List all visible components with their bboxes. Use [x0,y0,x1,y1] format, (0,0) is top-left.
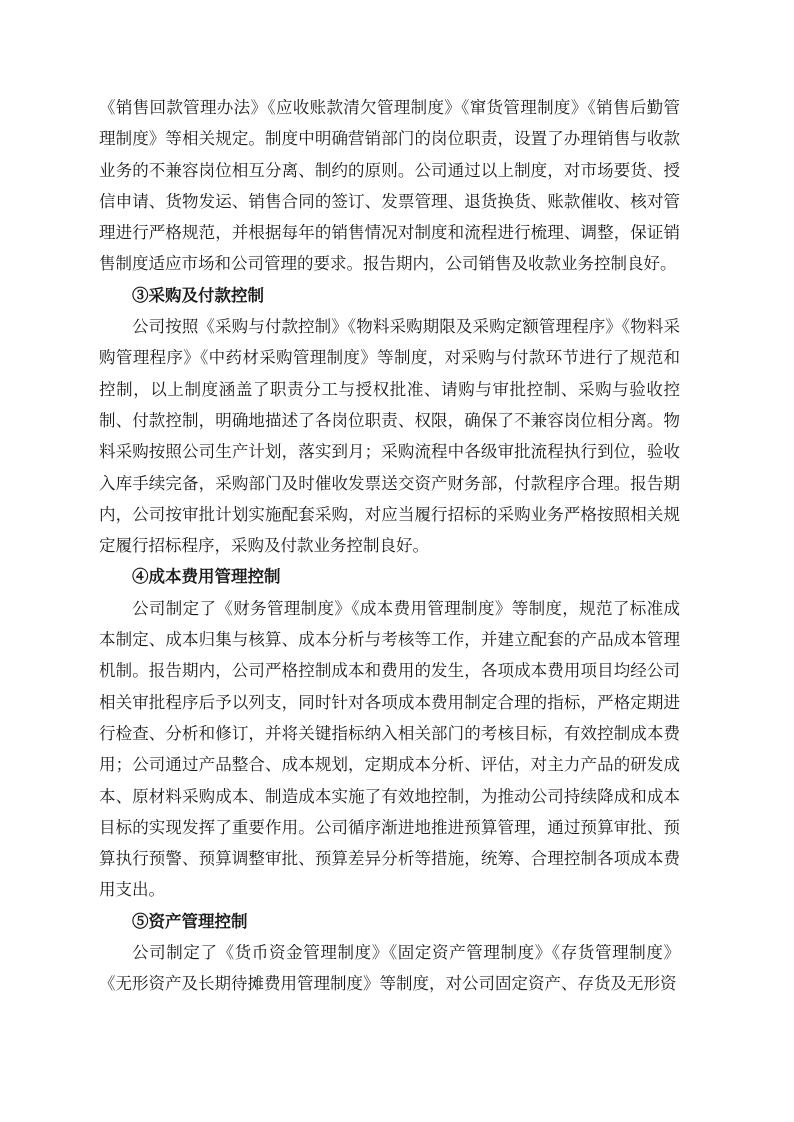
heading-asset-management-control: ⑤资产管理控制 [132,911,248,931]
paragraph-sales-collection-continued: 《销售回款管理办法》《应收账款清欠管理制度》《窜货管理制度》《销售后勤管理制度》等相关规定。制度中明确营销部门的岗位职责，设置了办理销售与收款业务的不兼容岗位相互分离、制约的原则。公司通过以上制度，对市场要货、授信申请、货物发运、销售合同的签订、发票管理、退货换货、账款催收、核对管理进行严格规范，并根据每年的销售情况对制度和流程进行梳理、调整，保证销售制度适应市场和公司管理的要求。报告期内，公司销售及收款业务控制良好。 [99,98,680,274]
heading-procurement-payment-control: ③采购及付款控制 [132,285,264,305]
paragraph-cost-expense-management-control: 公司制定了《财务管理制度》《成本费用管理制度》等制度，规范了标准成本制定、成本归集与核算、成本分析与考核等工作，并建立配套的产品成本管理机制。报告期内，公司严格控制成本和费用的发生，各项成本费用项目均经公司相关审批程序后予以列支，同时针对各项成本费用制定合理的指标，严格定期进行检查、分析和修订，并将关键指标纳入相关部门的考核目标，有效控制成本费用；公司通过产品整合、成本规划，定期成本分析、评估，对主力产品的研发成本、原材料采购成本、制造成本实施了有效地控制，为推动公司持续降成和成本目标的实现发挥了重要作用。公司循序渐进地推进预算管理，通过预算审批、预算执行预警、预算调整审批、预算差异分析等措施，统筹、合理控制各项成本费用支出。 [99,598,680,900]
paragraph-asset-management-control: 公司制定了《货币资金管理制度》《固定资产管理制度》《存货管理制度》《无形资产及长期待摊费用管理制度》等制度，对公司固定资产、存货及无形资 [99,943,680,994]
paragraph-procurement-payment-control: 公司按照《采购与付款控制》《物料采购期限及采购定额管理程序》《物料采购管理程序》《中药材采购管理制度》等制度，对采购与付款环节进行了规范和控制，以上制度涵盖了职责分工与授权批准、请购与审批控制、采购与验收控制、付款控制，明确地描述了各岗位职责、权限，确保了不兼容岗位相分离。物料采购按照公司生产计划，落实到月；采购流程中各级审批流程执行到位，验收入库手续完备，采购部门及时催收发票送交资产财务部，付款程序合理。报告期内，公司按审批计划实施配套采购，对应当履行招标的采购业务严格按照相关规定履行招标程序，采购及付款业务控制良好。 [99,317,680,556]
document-content [99,92,680,1000]
heading-cost-expense-management-control: ④成本费用管理控制 [132,567,281,587]
